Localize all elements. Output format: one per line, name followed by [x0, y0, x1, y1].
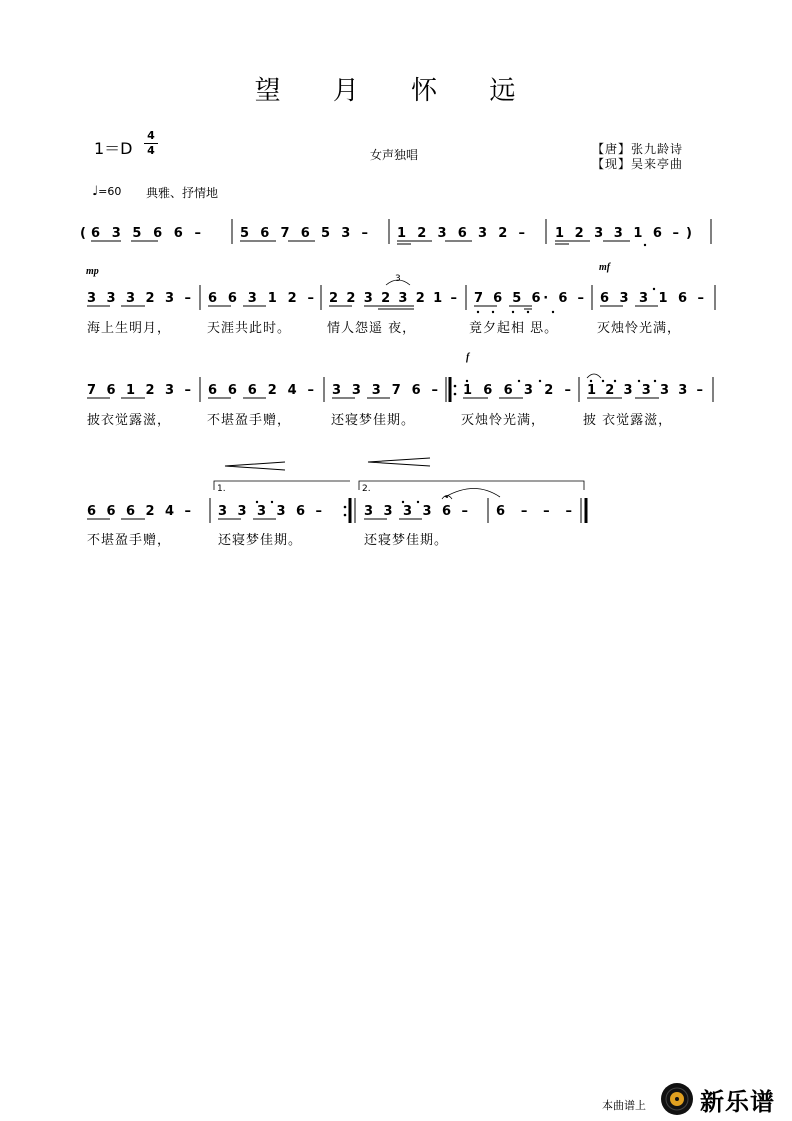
system-1: [80, 219, 711, 246]
lyric: 灭烛怜光满，: [597, 321, 682, 336]
volta-label-2: 2.: [362, 484, 371, 494]
measure-13: 1 6 6 3 2 –: [463, 383, 571, 398]
page-title: 望 月 怀 远: [254, 76, 538, 106]
octave-dot: [492, 311, 494, 313]
expression-marking: 典雅、抒情地: [146, 186, 219, 200]
dynamic-mf: mf: [599, 262, 611, 273]
lyric: 情人怨遥 夜，: [327, 321, 417, 336]
octave-dot: [256, 501, 258, 503]
dynamic-f: f: [466, 352, 470, 363]
lyric: 还寝梦佳期。: [364, 533, 449, 548]
tie: [445, 489, 500, 498]
octave-dot: [466, 380, 468, 382]
quarter-note-icon: ♩: [92, 184, 99, 199]
octave-dot: [602, 380, 604, 382]
system-4: [87, 458, 586, 523]
close-parenthesis: ): [686, 226, 692, 241]
octave-dot: [477, 311, 479, 313]
volta-bracket-1: [214, 481, 350, 490]
octave-dot: [638, 380, 640, 382]
measure-10: 7 6 1 2 3 –: [87, 383, 191, 398]
measure-12: 3 3 3 7 6 –: [332, 383, 438, 398]
measure-9: 6 3 3 1 6 –: [600, 291, 704, 306]
lyric: 天涯共此时。: [207, 321, 292, 336]
lyric: 不堪盈手赠，: [207, 413, 292, 428]
octave-dot: [539, 380, 541, 382]
lyric: 披衣觉露滋，: [87, 413, 172, 428]
octave-dot: [653, 288, 655, 290]
measure-14: 1 2 3 3 3 3 –: [587, 383, 703, 398]
octave-dot: [614, 380, 616, 382]
time-signature-bottom: 4: [147, 144, 155, 157]
open-parenthesis: (: [80, 226, 86, 241]
crescendo-hairpin: [225, 462, 285, 470]
triplet-mark: 3: [395, 274, 401, 284]
measure-7: 2 2 3 2 3 2 1 –: [329, 291, 457, 306]
fermata-dot: [446, 496, 448, 498]
tempo-value: =60: [98, 185, 122, 198]
octave-dot: [590, 380, 592, 382]
octave-dot: [644, 244, 646, 246]
composer-credit: 【现】吴来亭曲: [592, 157, 684, 171]
time-signature-top: 4: [147, 129, 155, 142]
octave-dot: [654, 380, 656, 382]
lyric: 还寝梦佳期。: [331, 413, 416, 428]
measure-11: 6 6 6 2 4 –: [208, 383, 314, 398]
lyric: 不堪盈手赠，: [87, 533, 172, 548]
lyric: 还寝梦佳期。: [218, 533, 303, 548]
lyric: 海上生明月，: [87, 321, 172, 336]
octave-dot: [552, 311, 554, 313]
octave-dot: [518, 380, 520, 382]
slur: [587, 374, 601, 378]
measure-8: 7 6 5 6· 6 –: [474, 291, 584, 306]
measure-18: 6 – – –: [496, 504, 572, 519]
repeat-dot: [454, 393, 457, 396]
performance-type: 女声独唱: [370, 148, 419, 162]
octave-dot: [527, 311, 529, 313]
measure-1: 6 3 5 6 6 –: [91, 226, 201, 241]
measure-4: 1 2 3 3 1 6 –: [555, 226, 679, 241]
octave-dot: [417, 501, 419, 503]
octave-dot: [271, 501, 273, 503]
lyric: 灭烛怜光满，: [461, 413, 546, 428]
vinyl-record-icon: [660, 1082, 694, 1116]
volta-label-1: 1.: [217, 484, 226, 494]
system-2: [86, 262, 715, 313]
lyric: 披 衣觉露滋，: [583, 413, 673, 428]
system-3: [87, 352, 713, 402]
measure-6: 6 6 3 1 2 –: [208, 291, 314, 306]
measure-5: 3 3 3 2 3 –: [87, 291, 191, 306]
footer-text: 本曲谱上: [602, 1099, 646, 1112]
crescendo-hairpin: [368, 458, 430, 466]
key-signature: 1＝D: [94, 139, 133, 158]
lyric: 竟夕起相 思。: [469, 321, 559, 336]
lyricist-credit: 【唐】张九龄诗: [592, 142, 684, 156]
measure-16: 3 3 3 3 6 –: [218, 504, 322, 519]
repeat-dot: [344, 514, 347, 517]
dynamic-mp: mp: [86, 266, 99, 277]
repeat-dot: [344, 506, 347, 509]
measure-15: 6 6 6 2 4 –: [87, 504, 191, 519]
octave-dot: [402, 501, 404, 503]
octave-dot: [512, 311, 514, 313]
site-logo[interactable]: 新乐谱: [700, 1088, 775, 1116]
measure-2: 5 6 7 6 5 3 –: [240, 226, 368, 241]
measure-3: 1 2 3 6 3 2 –: [397, 226, 525, 241]
measure-17: 3 3 3 3 6 –: [364, 504, 468, 519]
repeat-dot: [454, 385, 457, 388]
